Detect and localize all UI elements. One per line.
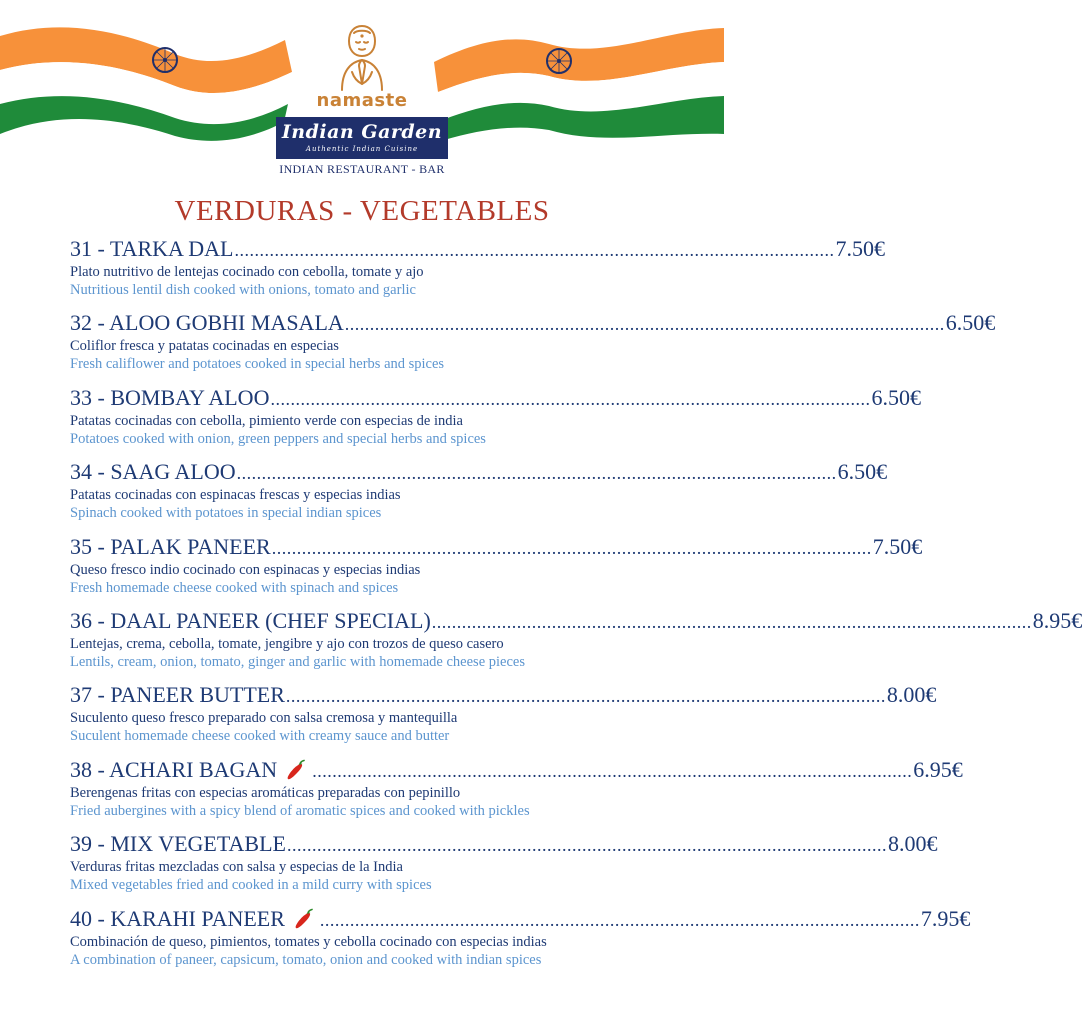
- menu-item-header: [70, 533, 923, 561]
- dish-price: 7.50€: [872, 533, 923, 559]
- dish-name: 35 - PALAK PANEER: [70, 533, 271, 559]
- menu-item-header: [70, 310, 996, 337]
- dot-leader: ........................................................................................................................: [271, 537, 872, 558]
- menu-item: [70, 459, 888, 533]
- dish-description-spanish: Combinación de queso, pimientos, tomates y cebolla cocinado con especias indias: [70, 933, 547, 950]
- dish-description-english: Potatoes cooked with onion, green peppers and special herbs and spices: [70, 430, 486, 447]
- dish-description-english: Spinach cooked with potatoes in special indian spices: [70, 505, 382, 522]
- dish-price: 7.95€: [920, 905, 971, 931]
- dish-price: 7.50€: [835, 236, 885, 261]
- namaste-figure-icon: [332, 22, 392, 92]
- dot-leader: ........................................................................................................................: [234, 240, 835, 260]
- dish-description-english: Fresh homemade cheese cooked with spinach and spices: [70, 579, 399, 596]
- dish-description-spanish: Lentejas, crema, cebolla, tomate, jengibre y ajo con trozos de queso casero: [70, 635, 504, 652]
- dish-description-spanish: Berengenas fritas con especias aromáticas preparadas con pepinillo: [70, 784, 461, 801]
- dish-name: 32 - ALOO GOBHI MASALA: [70, 310, 344, 336]
- dish-description-english: Fresh califlower and potatoes cooked in special herbs and spices: [70, 356, 445, 373]
- dish-price: 8.00€: [886, 682, 937, 708]
- dot-leader: ........................................................................................................................: [431, 611, 1032, 632]
- menu-item-header: [70, 682, 937, 709]
- dish-description-english: Nutritious lentil dish cooked with onions, tomato and garlic: [70, 282, 416, 298]
- menu-item-header: [70, 905, 971, 933]
- dish-name: 33 - BOMBAY ALOO: [70, 384, 270, 410]
- dish-description-spanish: Patatas cocinadas con espinacas frescas y especias indias: [70, 487, 401, 504]
- namaste-wordmark: namaste: [316, 90, 408, 111]
- dish-description-english: A combination of paneer, capsicum, tomato, onion and cooked with indian spices: [70, 951, 542, 968]
- dish-name: 31 - TARKA DAL: [70, 236, 234, 261]
- dish-price: 6.50€: [945, 310, 996, 336]
- menu-item: [70, 384, 921, 459]
- dish-price: 8.00€: [887, 831, 938, 857]
- dish-price: 8.95€: [1032, 607, 1082, 633]
- dish-name: 37 - PANEER BUTTER: [70, 682, 285, 708]
- dish-description-spanish: Suculento queso fresco preparado con salsa cremosa y mantequilla: [70, 710, 458, 727]
- dish-description-english: Mixed vegetables fried and cooked in a mild curry with spices: [70, 877, 432, 894]
- dish-price: 6.50€: [871, 384, 921, 410]
- dish-description-english: Fried aubergines with a spicy blend of aromatic spices and cooked with pickles: [70, 802, 530, 819]
- menu-item: [70, 831, 938, 905]
- dish-name: 34 - SAAG ALOO: [70, 459, 236, 485]
- menu-item: [70, 533, 923, 608]
- dish-price: 6.50€: [837, 459, 888, 485]
- menu-list: [70, 236, 1082, 980]
- dish-name: 40 - KARAHI PANEER: [70, 905, 285, 931]
- chili-pepper-icon: [291, 907, 315, 931]
- menu-item-header: [70, 459, 888, 486]
- menu-item: [70, 236, 885, 310]
- menu-item: [70, 682, 937, 756]
- dot-leader: ........................................................................................................................: [270, 388, 871, 409]
- dish-description-spanish: Plato nutritivo de lentejas cocinado con cebolla, tomate y ajo: [70, 264, 424, 280]
- menu-item-header: [70, 756, 963, 784]
- dish-description-spanish: Patatas cocinadas con cebolla, pimiento verde con especias de india: [70, 412, 463, 429]
- dot-leader: ........................................................................................................................: [286, 835, 887, 856]
- dish-name: 38 - ACHARI BAGAN: [70, 756, 278, 782]
- dish-description-english: Suculent homemade cheese cooked with creamy sauce and butter: [70, 728, 450, 745]
- dish-description-english: Lentils, cream, onion, tomato, ginger and garlic with homemade cheese pieces: [70, 653, 525, 670]
- menu-item: [70, 905, 971, 980]
- menu-item-header: [70, 607, 1082, 635]
- dish-name: 36 - DAAL PANEER (CHEF SPECIAL): [70, 607, 431, 633]
- menu-item: [70, 607, 1082, 682]
- menu-item: [70, 310, 996, 384]
- dot-leader: ........................................................................................................................: [344, 314, 945, 335]
- dot-leader: ........................................................................................................................: [285, 686, 886, 707]
- dot-leader: ........................................................................................................................: [236, 463, 837, 484]
- section-title: VERDURAS - VEGETABLES: [174, 195, 550, 227]
- menu-item: [70, 756, 963, 831]
- menu-item-header: [70, 236, 885, 263]
- brand-title: Indian Garden: [281, 121, 443, 143]
- menu-item-header: [70, 831, 938, 858]
- brand-subtitle: Authentic Indian Cuisine: [305, 145, 419, 153]
- menu-item-header: [70, 384, 921, 412]
- restaurant-logo: [0, 22, 724, 177]
- dish-description-spanish: Coliflor fresca y patatas cocinadas en especias: [70, 338, 339, 355]
- dish-description-spanish: Verduras fritas mezcladas con salsa y especias de la India: [70, 859, 403, 876]
- dish-description-spanish: Queso fresco indio cocinado con espinacas y especias indias: [70, 561, 421, 578]
- indian-garden-logo-box: [276, 117, 448, 159]
- dish-price: 6.95€: [913, 756, 963, 782]
- dot-leader: ........................................................................................................................: [312, 760, 913, 781]
- dish-name: 39 - MIX VEGETABLE: [70, 831, 286, 857]
- chili-pepper-icon: [283, 758, 307, 782]
- restaurant-type-label: INDIAN RESTAURANT - BAR: [279, 162, 445, 176]
- dot-leader: ........................................................................................................................: [319, 909, 920, 930]
